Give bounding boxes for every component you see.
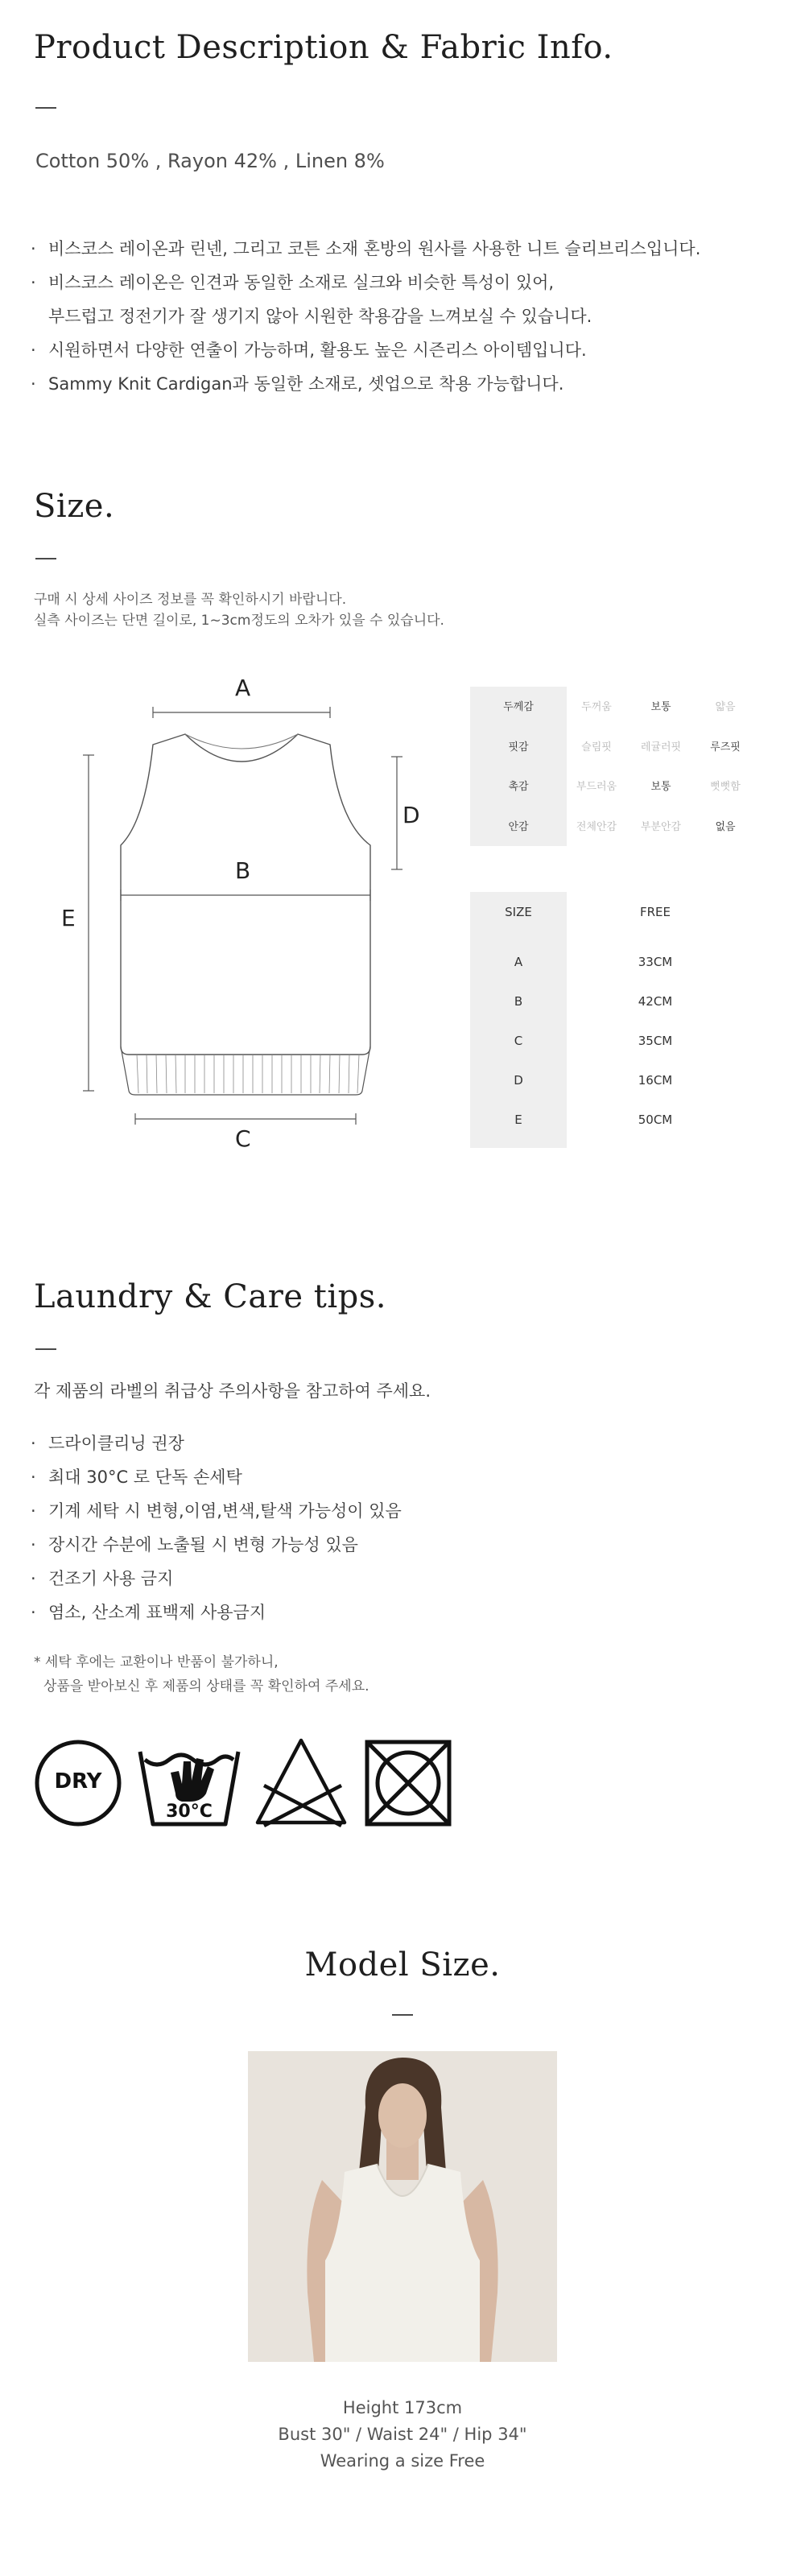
measure-b-line: [121, 890, 370, 901]
measure-a-line: [153, 707, 330, 718]
measure-c-label: C: [235, 1125, 251, 1152]
property-option: 두꺼움: [581, 701, 612, 713]
property-option: 없음: [715, 820, 736, 833]
list-item: · 최대 30°C 로 단독 손세탁: [31, 1468, 242, 1487]
size-key: A: [514, 955, 523, 969]
size-header: SIZE: [505, 905, 532, 919]
size-value: 50CM: [638, 1113, 673, 1127]
model-height: Height 173cm: [342, 2398, 463, 2417]
size-key: E: [514, 1113, 522, 1127]
free-header: FREE: [639, 905, 671, 919]
size-key: C: [514, 1034, 523, 1048]
title-divider: [35, 1348, 56, 1350]
property-option: 뻣뻣함: [710, 781, 741, 793]
measure-d-line: [391, 757, 402, 869]
care-tips-list: [31, 1426, 402, 1629]
model-title: Model Size.: [304, 1946, 501, 1984]
measure-b-label: B: [235, 857, 251, 884]
size-value: 33CM: [638, 955, 673, 969]
property-option: 레귤러핏: [640, 741, 682, 753]
model-info: [0, 2395, 805, 2475]
measure-c-line: [135, 1113, 356, 1125]
dry-clean-icon-label: DRY: [54, 1769, 102, 1794]
property-label: 촉감: [508, 781, 529, 793]
property-option: 보통: [650, 701, 671, 713]
description-title: Product Description & Fabric Info.: [34, 29, 613, 66]
laundry-note: * 세탁 후에는 교환이나 반품이 불가하니, 상품을 받아보신 후 제품의 상태를 꼭 확인하여 주세요.: [34, 1654, 369, 1695]
measure-d-label: D: [402, 802, 420, 828]
list-item: · 장시간 수분에 노출될 시 변형 가능성 있음: [31, 1535, 358, 1554]
laundry-intro: 각 제품의 라벨의 취급상 주의사항을 참고하여 주세요.: [34, 1381, 431, 1401]
property-option: 슬림핏: [581, 741, 612, 753]
list-item: 부드럽고 정전기가 잘 생기지 않아 시원한 착용감을 느껴보실 수 있습니다.: [48, 307, 592, 326]
list-item: · 비스코스 레이온과 린넨, 그리고 코튼 소재 혼방의 원사를 사용한 니트 슬리브리스입니다.: [31, 239, 701, 258]
list-item: · 드라이클리닝 권장: [31, 1434, 184, 1453]
no-tumble-dry-icon: [364, 1739, 452, 1827]
description-bullets: [31, 232, 700, 401]
property-table: [470, 687, 776, 846]
property-option: 전체안감: [576, 820, 617, 833]
property-option: 얇음: [715, 701, 736, 713]
model-wearing-size: Wearing a size Free: [320, 2451, 485, 2471]
laundry-title: Laundry & Care tips.: [34, 1278, 386, 1315]
model-measurements: Bust 30" / Waist 24" / Hip 34": [278, 2425, 527, 2444]
size-key: D: [514, 1073, 523, 1088]
size-value: 16CM: [638, 1073, 673, 1088]
sleeveless-top-outline: [121, 734, 370, 1055]
size-value: 42CM: [638, 994, 673, 1009]
hand-wash-temperature: 30°C: [166, 1802, 213, 1822]
property-option: 부드러움: [576, 781, 617, 793]
no-bleach-icon: [253, 1736, 349, 1829]
list-item: · 시원하면서 다양한 연출이 가능하며, 활용도 높은 시즌리스 아이템입니다.: [31, 341, 587, 360]
list-item: · 염소, 산소계 표백제 사용금지: [31, 1603, 266, 1622]
measure-a-label: A: [235, 675, 251, 701]
title-divider: [392, 2014, 413, 2016]
property-option: 루즈핏: [710, 741, 741, 753]
size-value: 35CM: [638, 1034, 673, 1048]
size-note: 구매 시 상세 사이즈 정보를 꼭 확인하시기 바랍니다. 실측 사이즈는 단면 길이로, 1~3cm정도의 오차가 있을 수 있습니다.: [34, 592, 444, 629]
list-item: · 비스코스 레이온은 인견과 동일한 소재로 실크와 비슷한 특성이 있어,: [31, 273, 555, 292]
property-option: 부분안감: [640, 820, 682, 833]
fabric-composition: Cotton 50% , Rayon 42% , Linen 8%: [35, 150, 385, 172]
title-divider: [35, 107, 56, 109]
property-label: 안감: [508, 820, 529, 833]
list-item: · 기계 세탁 시 변형,이염,변색,탈색 가능성이 있음: [31, 1501, 402, 1521]
model-photo: [248, 2051, 557, 2362]
property-label: 두께감: [503, 701, 534, 713]
title-divider: [35, 558, 56, 559]
measure-e-label: E: [61, 905, 76, 931]
hem-ribbing: [137, 1055, 359, 1093]
size-title: Size.: [34, 488, 115, 525]
measure-e-line: [83, 755, 94, 1091]
list-item: · 건조기 사용 금지: [31, 1569, 174, 1588]
property-label: 핏감: [508, 741, 529, 753]
size-key: B: [514, 994, 523, 1009]
list-item: · Sammy Knit Cardigan과 동일한 소재로, 셋업으로 착용 가능합니다.: [31, 374, 564, 394]
garment-size-diagram: [64, 668, 419, 1167]
property-option: 보통: [650, 781, 671, 793]
size-table: [470, 892, 776, 1148]
